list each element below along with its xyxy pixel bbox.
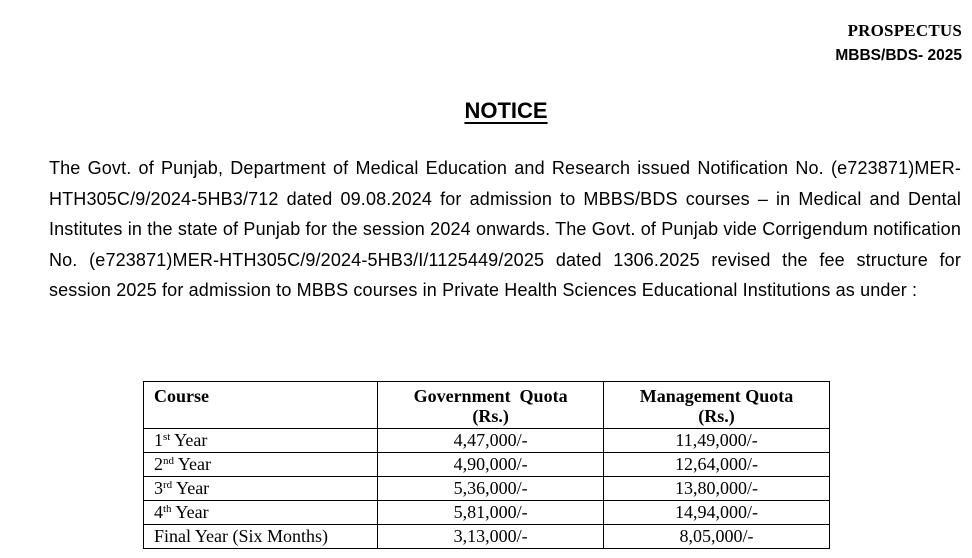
column-header-government-quota: Government Quota (Rs.) bbox=[378, 382, 604, 429]
management-fee-cell: 13,80,000/- bbox=[604, 477, 830, 501]
management-fee-cell: 12,64,000/- bbox=[604, 453, 830, 477]
government-fee-cell: 4,90,000/- bbox=[378, 453, 604, 477]
management-fee-cell: 14,94,000/- bbox=[604, 501, 830, 525]
table-row bbox=[144, 477, 830, 501]
document-header bbox=[835, 20, 962, 67]
fee-structure-table bbox=[143, 381, 830, 549]
management-fee-cell: 8,05,000/- bbox=[604, 525, 830, 549]
table-row bbox=[144, 525, 830, 549]
column-header-course: Course bbox=[144, 382, 378, 429]
column-header-management-quota: Management Quota (Rs.) bbox=[604, 382, 830, 429]
government-fee-cell: 4,47,000/- bbox=[378, 429, 604, 453]
management-fee-cell: 11,49,000/- bbox=[604, 429, 830, 453]
course-cell: 2nd Year bbox=[144, 453, 378, 477]
document-subtitle: MBBS/BDS- 2025 bbox=[835, 47, 962, 64]
course-cell: Final Year (Six Months) bbox=[144, 525, 378, 549]
course-cell: 3rd Year bbox=[144, 477, 378, 501]
notice-paragraph: The Govt. of Punjab, Department of Medical Education and Research issued Notification No. (e723871)MER-HTH305C/9/2024-5HB3/712 dated 09.08.2024 for admission to MBBS/BDS courses – in Medical and Dental Institutes in the state of Punjab for the session 2024 onwards. The Govt. of Punjab vide Corrigendum notification No. (e723871)MER-HTH305C/9/2024-5HB3/I/1125449/2025 dated 1306.2025 revised the fee structure for session 2025 for admission to MBBS courses in Private Health Sciences Educational Institutions as under : bbox=[49, 158, 961, 301]
notice-heading: NOTICE bbox=[464, 98, 548, 123]
table-row bbox=[144, 429, 830, 453]
table-row bbox=[144, 501, 830, 525]
government-fee-cell: 5,81,000/- bbox=[378, 501, 604, 525]
document-title: PROSPECTUS bbox=[847, 21, 962, 40]
government-fee-cell: 5,36,000/- bbox=[378, 477, 604, 501]
government-fee-cell: 3,13,000/- bbox=[378, 525, 604, 549]
course-cell: 1st Year bbox=[144, 429, 378, 453]
table-header-row bbox=[144, 382, 830, 429]
course-cell: 4th Year bbox=[144, 501, 378, 525]
table-row bbox=[144, 453, 830, 477]
